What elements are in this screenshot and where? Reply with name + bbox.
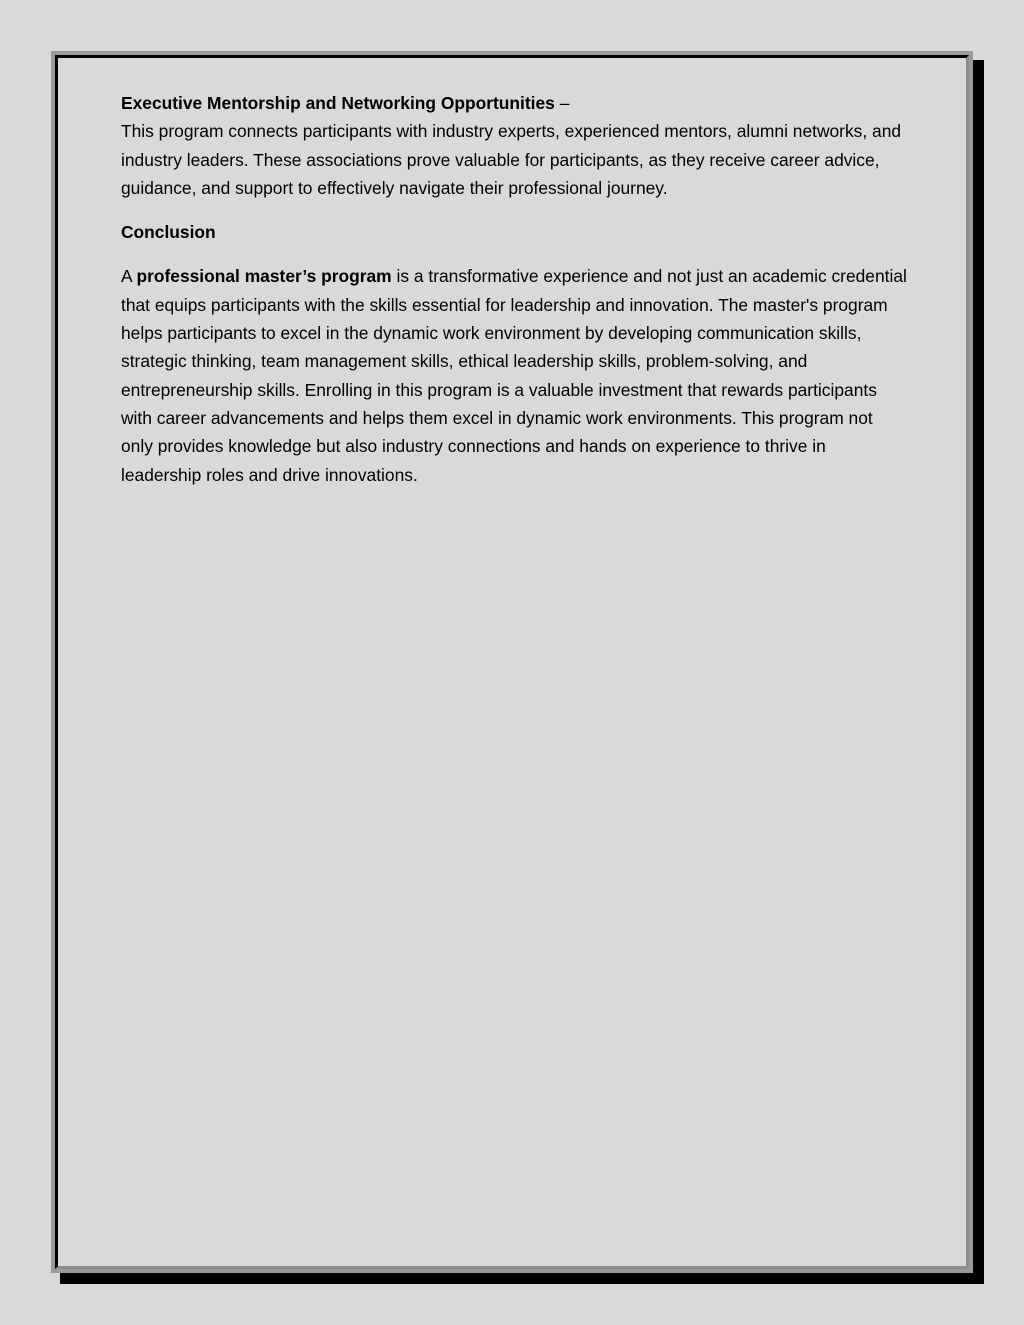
conclusion-heading: Conclusion: [121, 222, 216, 243]
mentorship-heading: Executive Mentorship and Networking Opportunities: [121, 93, 555, 113]
mentorship-heading-dash: –: [554, 93, 570, 113]
mentorship-body: This program connects participants with industry experts, experienced mentors, alumni networks, and industry leaders. These associations prove valuable for participants, as they receive career advice, guidance, and support to effectively navigate their professional journey.: [121, 121, 902, 198]
document-content: [121, 89, 907, 489]
conclusion-paragraph: [121, 262, 907, 488]
conclusion-lead: A: [121, 266, 137, 287]
conclusion-body: is a transformative experience and not just an academic credential that equips participants with the skills essential for leadership and innovation. The master's program helps participants to excel in the dynamic work environment by developing communication skills, strategic thinking, team management skills, ethical leadership skills, problem-solving, and entrepreneurship skills. Enrolling in this program is a valuable investment that rewards participants with career advancements and helps them excel in dynamic work environments. This program not only provides knowledge but also industry connections and hands on experience to thrive in leadership roles and drive innovations.: [121, 266, 907, 485]
mentorship-paragraph: [121, 89, 907, 202]
conclusion-bold-term: professional master’s program: [136, 266, 392, 287]
